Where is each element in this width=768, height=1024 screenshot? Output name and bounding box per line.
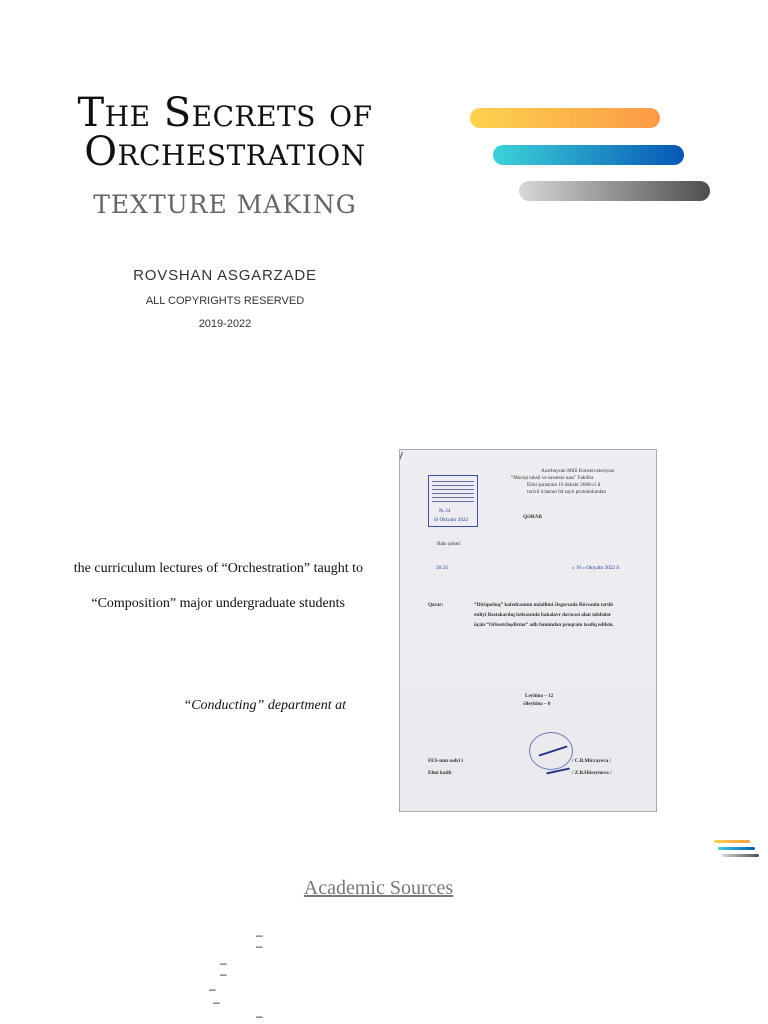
doc-decision-line-2: etdiyi Bastəkarılıq ixtisasında bakalavr dərəcəsi alan tələbələr — [474, 612, 612, 618]
book-title — [40, 90, 410, 175]
mini-bar-orange — [714, 840, 750, 843]
source-dash-7: – — [256, 1009, 263, 1023]
doc-title: QƏRAR — [523, 514, 543, 520]
doc-decision-label: Qərar: — [428, 602, 444, 608]
scan-mark — [399, 452, 403, 494]
source-dash-5: – — [209, 982, 216, 996]
body-line-composition: “Composition” major undergraduate students — [91, 596, 345, 611]
doc-sign-2-label: Elmi katib — [428, 770, 452, 776]
academic-sources-heading: Academic Sources — [303, 877, 454, 899]
copyright-years: 2019-2022 — [198, 318, 252, 330]
doc-header-line-4: tarixli iclasnın 04 saylı protokolundan — [527, 489, 606, 495]
author-name: ROVSHAN ASGARZADE — [133, 267, 317, 284]
doc-date-right: « 16 » Oktyabr 2022 il — [572, 565, 620, 571]
source-dash-1: – — [256, 928, 263, 942]
body-line-department: “Conducting” department at — [183, 698, 346, 713]
source-dash-6: – — [213, 995, 220, 1009]
book-subtitle: TEXTURE MAKING — [93, 190, 357, 219]
doc-date-left: 20 24 — [436, 565, 448, 571]
book-title-line-1: The Secrets of — [77, 90, 373, 136]
doc-header-line-2: “Musiqi təhsil ve sənətsiə nası” Fakültə — [511, 475, 594, 481]
doc-header-line-1: Azərbaycan Milli Konservatoriyası — [541, 468, 615, 474]
doc-decision-line-1: “Diriqorluq” kafedrasının müəllimi Əsgərzadə Rövsənin tərtib — [474, 602, 614, 608]
book-title-line-2: Orchestration — [84, 129, 366, 175]
department-stamp — [428, 475, 478, 527]
scanned-approval-document — [399, 449, 657, 812]
stamp-number: № 24 — [439, 508, 451, 514]
doc-vote-for: Leyhinə – 12 — [525, 693, 554, 699]
source-dash-2: – — [256, 939, 263, 953]
mini-bar-gray — [722, 854, 759, 857]
doc-header-line-3: Elmi şurasının 16 dekabr 2008-ci il — [527, 482, 601, 488]
stamp-date: 16 Oktyabr 2022 — [433, 517, 469, 523]
decorative-bar-blue — [493, 145, 684, 165]
source-dash-3: – — [220, 956, 227, 970]
doc-vote-against: Əleyhinə – 0 — [523, 701, 551, 707]
body-line-curriculum: the curriculum lectures of “Orchestration” taught to — [73, 561, 363, 576]
mini-bar-blue — [718, 847, 755, 850]
decorative-bar-orange — [470, 108, 660, 128]
doc-sign-2-name: / Z.B.Hüseynova / — [572, 770, 612, 776]
decorative-bar-gray — [519, 181, 710, 201]
doc-sign-1-name: / C.B.Mirzayeva / — [572, 758, 611, 764]
copyright-notice: ALL COPYRIGHTS RESERVED — [145, 295, 305, 307]
doc-sign-1-label: FES-nun sədri i — [428, 758, 463, 764]
source-dash-4: – — [220, 967, 227, 981]
doc-decision-line-3: üçün “Orkestrləşdirmə” adlı fənnindən proqram təsdiq edilsin. — [474, 622, 614, 628]
doc-city: Bakı şəhəri — [437, 541, 461, 547]
